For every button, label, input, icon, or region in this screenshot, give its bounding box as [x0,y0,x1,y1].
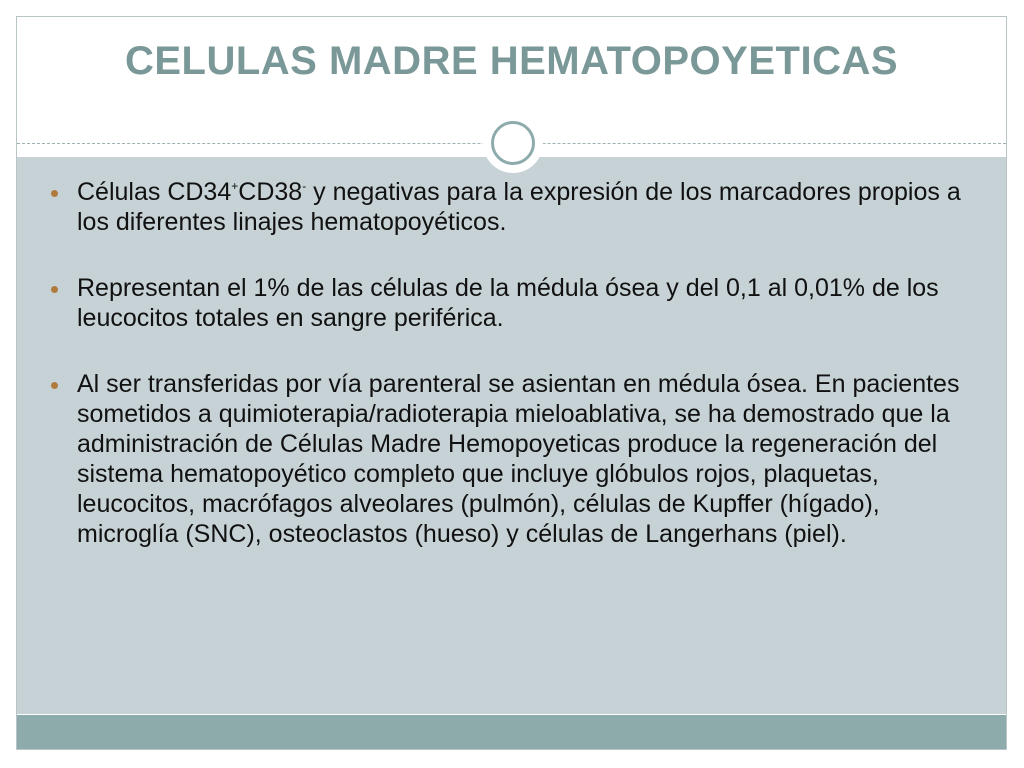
slide [16,16,1007,750]
bullet-item [37,369,987,549]
bullet-dot-icon [51,382,58,389]
bullet-dot-icon [51,286,58,293]
bottom-band [17,715,1006,750]
bullet-text: Al ser transferidas por vía parenteral se asientan en médula ósea. En pacientes sometidos a quimioterapia/radioterapia mieloablativa, se ha demostrado que la administración de Células Madre Hemopoyeticas produce la regeneración del sistema hematopoyético completo que incluye glóbulos rojos, plaquetas, leucocitos, macrófagos alveolares (pulmón), células de Kupffer (hígado), microglía (SNC), osteoclastos (hueso) y células de Langerhans (piel). [77,370,960,548]
bullet-dot-icon [51,190,58,197]
bullet-text: Representan el 1% de las células de la médula ósea y del 0,1 al 0,01% de los leucocitos totales en sangre periférica. [77,274,939,332]
circle-ornament-icon [483,113,543,173]
bullet-item [37,273,987,333]
bullet-list [37,177,987,585]
slide-title: CELULAS MADRE HEMATOPOYETICAS [124,39,899,83]
bullet-text: Células CD34+CD38- y negativas para la expresión de los marcadores propios a los diferentes linajes hematopoyéticos. [77,178,961,236]
bullet-item [37,177,987,237]
